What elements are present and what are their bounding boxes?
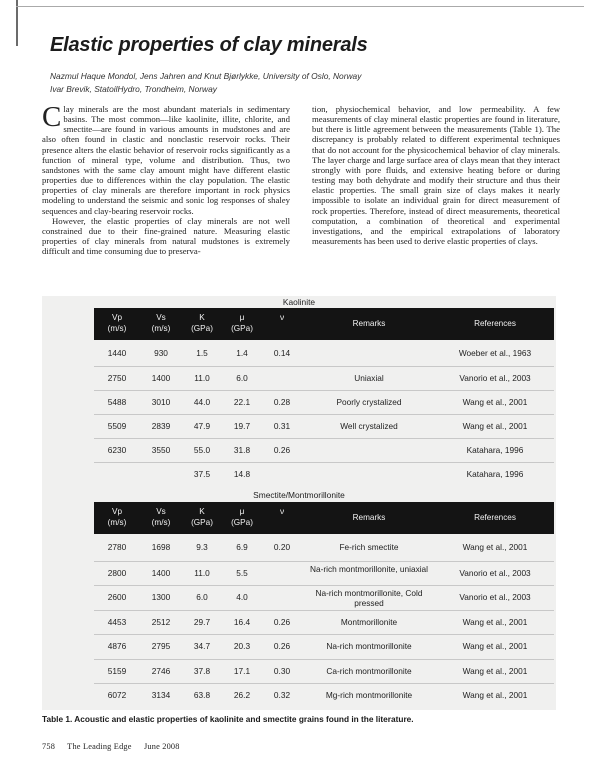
paragraph-1-text: lay minerals are the most abundant materials in sedimentary basins. The most common—like kaolinite, illite, chlorite, and smectite—are found in various amounts in mudstones and are also often found in clastic and nonclastic reservoir rocks. Their presence alters the elastic behavior of reservoir rocks significantly as a function of mineral type, volume and distribution. Thus, two sandstones with the same clay amount might have different elastic properties due to differences within the clay population. The elastic properties of clay minerals are therefore important in rock physics modeling to understand the seismic and sonic log responses of shaley sequences and clay-bearing reservoir rocks.	[42, 104, 290, 216]
cell-remarks: Na-rich montmorillonite	[326, 641, 412, 652]
cell-vp: 5159	[107, 665, 127, 676]
table-row	[94, 634, 554, 660]
header-vs	[140, 312, 182, 334]
cell-ref: Wang et al., 2001	[462, 690, 528, 701]
top-rule	[16, 6, 584, 7]
cell-mu: 4.0	[236, 592, 248, 603]
header-k-unit: (GPa)	[191, 518, 213, 527]
header-mu	[222, 506, 262, 528]
cell-mu: 5.5	[236, 567, 248, 578]
cell-remarks: Poorly crystalized	[336, 397, 402, 407]
cell-mu: 14.8	[233, 469, 251, 479]
cell-k: 55.0	[193, 445, 211, 455]
cell-vs: 3010	[151, 397, 171, 407]
cell-ref: Wang et al., 2001	[462, 641, 528, 652]
cell-nu: 0.28	[273, 397, 291, 407]
body-column-left	[42, 101, 290, 257]
cell-mu: 22.1	[233, 397, 251, 407]
cell-mu: 26.2	[233, 690, 251, 701]
header-vp-label: Vp	[111, 313, 122, 322]
header-vs-label: Vs	[156, 313, 166, 322]
issue-date: June 2008	[143, 742, 180, 751]
table-row	[94, 561, 554, 587]
smectite-section-title: Smectite/Montmorillonite	[253, 490, 345, 500]
cell-mu: 6.0	[236, 373, 248, 383]
cell-vs: 2839	[151, 421, 171, 431]
cell-vp: 4876	[107, 641, 127, 652]
cell-vs: 3550	[151, 445, 171, 455]
cell-vp: 2780	[107, 542, 127, 553]
cell-mu: 16.4	[233, 616, 251, 627]
cell-vp: 2750	[107, 373, 127, 383]
article-title: Elastic properties of clay minerals	[50, 34, 368, 56]
cell-nu: 0.31	[273, 421, 291, 431]
cell-ref: Woeber et al., 1963	[458, 348, 532, 358]
header-mu-label: μ	[239, 313, 245, 322]
table-row	[94, 414, 554, 439]
cell-vp: 5509	[107, 421, 127, 431]
cell-ref: Katahara, 1996	[466, 445, 524, 455]
header-vs-label: Vs	[156, 507, 166, 516]
header-nu: ν	[279, 507, 285, 516]
table-row	[94, 659, 554, 685]
header-k-label: K	[199, 313, 205, 322]
cell-ref: Wang et al., 2001	[462, 616, 528, 627]
cell-k: 34.7	[193, 641, 211, 652]
cell-nu: 0.20	[273, 542, 291, 553]
cell-k: 11.0	[194, 373, 210, 383]
header-vp	[94, 312, 140, 334]
cell-nu: 0.32	[273, 690, 291, 701]
header-vp	[94, 506, 140, 528]
cell-ref: Vanorio et al., 2003	[459, 567, 531, 578]
header-vp-label: Vp	[111, 507, 122, 516]
cell-vs: 2795	[151, 641, 171, 652]
cell-remarks: Ca-rich montmorillonite	[326, 665, 412, 676]
cell-nu: 0.26	[273, 616, 291, 627]
header-mu-unit: (GPa)	[231, 518, 253, 527]
cell-ref: Katahara, 1996	[466, 469, 524, 479]
cell-k: 63.8	[193, 690, 211, 701]
cell-vs: 2746	[151, 665, 171, 676]
cell-vs: 2512	[151, 616, 171, 627]
cell-remarks: Na-rich montmorillonite, uniaxial	[309, 563, 429, 574]
cell-ref: Wang et al., 2001	[462, 665, 528, 676]
page-footer	[42, 742, 342, 751]
cell-k: 44.0	[193, 397, 211, 407]
table-row	[94, 462, 554, 487]
table-row	[94, 390, 554, 415]
table-row	[94, 342, 554, 366]
cell-nu: 0.14	[273, 348, 291, 358]
cell-vs: 1698	[151, 542, 171, 553]
cell-vp: 2800	[107, 567, 127, 578]
page-number: 758	[42, 742, 56, 751]
drop-cap: C	[42, 101, 62, 133]
kaolinite-header-row	[94, 308, 554, 340]
cell-remarks: Na-rich montmorillonite, Cold pressed	[315, 588, 423, 609]
header-vs-unit: (m/s)	[151, 518, 171, 527]
body-column-right	[312, 104, 560, 246]
cell-mu: 31.8	[233, 445, 251, 455]
cell-k: 6.0	[196, 592, 208, 603]
cell-ref: Wang et al., 2001	[462, 542, 528, 553]
table-row	[94, 536, 554, 561]
journal-name: The Leading Edge	[67, 742, 132, 751]
table-caption: Table 1. Acoustic and elastic properties of kaolinite and smectite grains found in the literature.	[42, 714, 414, 724]
cell-remarks: Montmorillonite	[340, 616, 398, 627]
cell-ref: Wang et al., 2001	[462, 397, 528, 407]
cell-remarks: Uniaxial	[354, 373, 384, 383]
cell-mu: 17.1	[233, 665, 251, 676]
cell-mu: 19.7	[233, 421, 251, 431]
table-row	[94, 366, 554, 391]
smectite-header-row	[94, 502, 554, 534]
header-k	[182, 506, 222, 528]
cell-vp: 4453	[107, 616, 127, 627]
table-row	[94, 610, 554, 636]
header-vs	[140, 506, 182, 528]
cell-vp: 6230	[107, 445, 127, 455]
cell-mu: 20.3	[233, 641, 251, 652]
cell-nu: 0.30	[273, 665, 291, 676]
table-row	[94, 683, 554, 709]
cell-k: 11.0	[194, 567, 210, 578]
author-list	[50, 70, 570, 96]
header-vp-unit: (m/s)	[107, 324, 127, 333]
cell-k: 9.3	[196, 542, 208, 553]
cell-vs: 1300	[151, 592, 171, 603]
cell-nu: 0.26	[273, 641, 291, 652]
header-nu: ν	[279, 313, 285, 322]
cell-vp: 2600	[107, 592, 127, 603]
paragraph-3: tion, physiochemical behavior, and low permeability. A few measurements of clay mineral elastic properties are found in literature, but there is little agreement between the measurements (Table 1). The discrepancy is probably related to different experimental techniques that do not account for the physicochemical behavior of clay minerals. The layer charge and large surface area of clays mean that they interact strongly with pore fluids, and extensive heating before or during testing may both dehydrate and modify their structure and thus their elastic properties. The small grain size of clays makes it nearly impossible to isolate an individual grain for direct measurement of rock properties. Therefore, instead of direct measurements, theoretical computation, a combination of theoretical and experimental investigations, and the empirical extrapolations of laboratory measurements has been used to derive elastic properties of clays.	[312, 104, 560, 247]
header-remarks: Remarks	[352, 319, 386, 328]
cell-mu: 1.4	[236, 348, 248, 358]
cell-remarks: Mg-rich montmorillonite	[325, 690, 413, 701]
cell-k: 1.5	[196, 348, 208, 358]
authors-line-2: Ivar Brevik, StatoilHydro, Trondheim, Norway	[50, 84, 217, 94]
header-mu-label: μ	[239, 507, 245, 516]
table-row	[94, 585, 554, 611]
header-mu	[222, 312, 262, 334]
header-k	[182, 312, 222, 334]
paragraph-1	[42, 101, 290, 216]
header-references: References	[474, 319, 516, 328]
cell-ref: Vanorio et al., 2003	[459, 373, 531, 383]
cell-vs: 1400	[151, 373, 171, 383]
header-k-label: K	[199, 507, 205, 516]
cell-remarks: Fe-rich smectite	[339, 542, 399, 553]
cell-nu: 0.26	[273, 445, 291, 455]
cell-k: 29.7	[193, 616, 211, 627]
kaolinite-section-title: Kaolinite	[282, 297, 316, 307]
header-references: References	[474, 513, 516, 522]
cell-vp: 5488	[107, 397, 127, 407]
header-vp-unit: (m/s)	[107, 518, 127, 527]
table-row	[94, 438, 554, 463]
cell-vs: 3134	[151, 690, 171, 701]
header-remarks: Remarks	[352, 513, 386, 522]
cell-k: 37.5	[193, 469, 211, 479]
cell-ref: Vanorio et al., 2003	[459, 592, 531, 603]
header-vs-unit: (m/s)	[151, 324, 171, 333]
cell-mu: 6.9	[236, 542, 248, 553]
cell-vp: 6072	[107, 690, 127, 701]
cell-ref: Wang et al., 2001	[462, 421, 528, 431]
cell-vp: 1440	[107, 348, 127, 358]
header-k-unit: (GPa)	[191, 324, 213, 333]
cell-vs: 930	[154, 348, 168, 358]
table-1	[42, 296, 556, 710]
cell-remarks: Well crystalized	[340, 421, 398, 431]
paragraph-2: However, the elastic properties of clay minerals are not well constrained due to their fine-grained nature. Measuring elastic properties of clay minerals from natural mudstones is extremely difficult and time consuming due to preserva-	[42, 215, 290, 257]
cell-vs: 1400	[151, 567, 171, 578]
authors-line-1: Nazmul Haque Mondol, Jens Jahren and Knut Bjørlykke, University of Oslo, Norway	[50, 71, 362, 81]
cell-k: 37.8	[193, 665, 211, 676]
cell-k: 47.9	[193, 421, 211, 431]
header-mu-unit: (GPa)	[231, 324, 253, 333]
